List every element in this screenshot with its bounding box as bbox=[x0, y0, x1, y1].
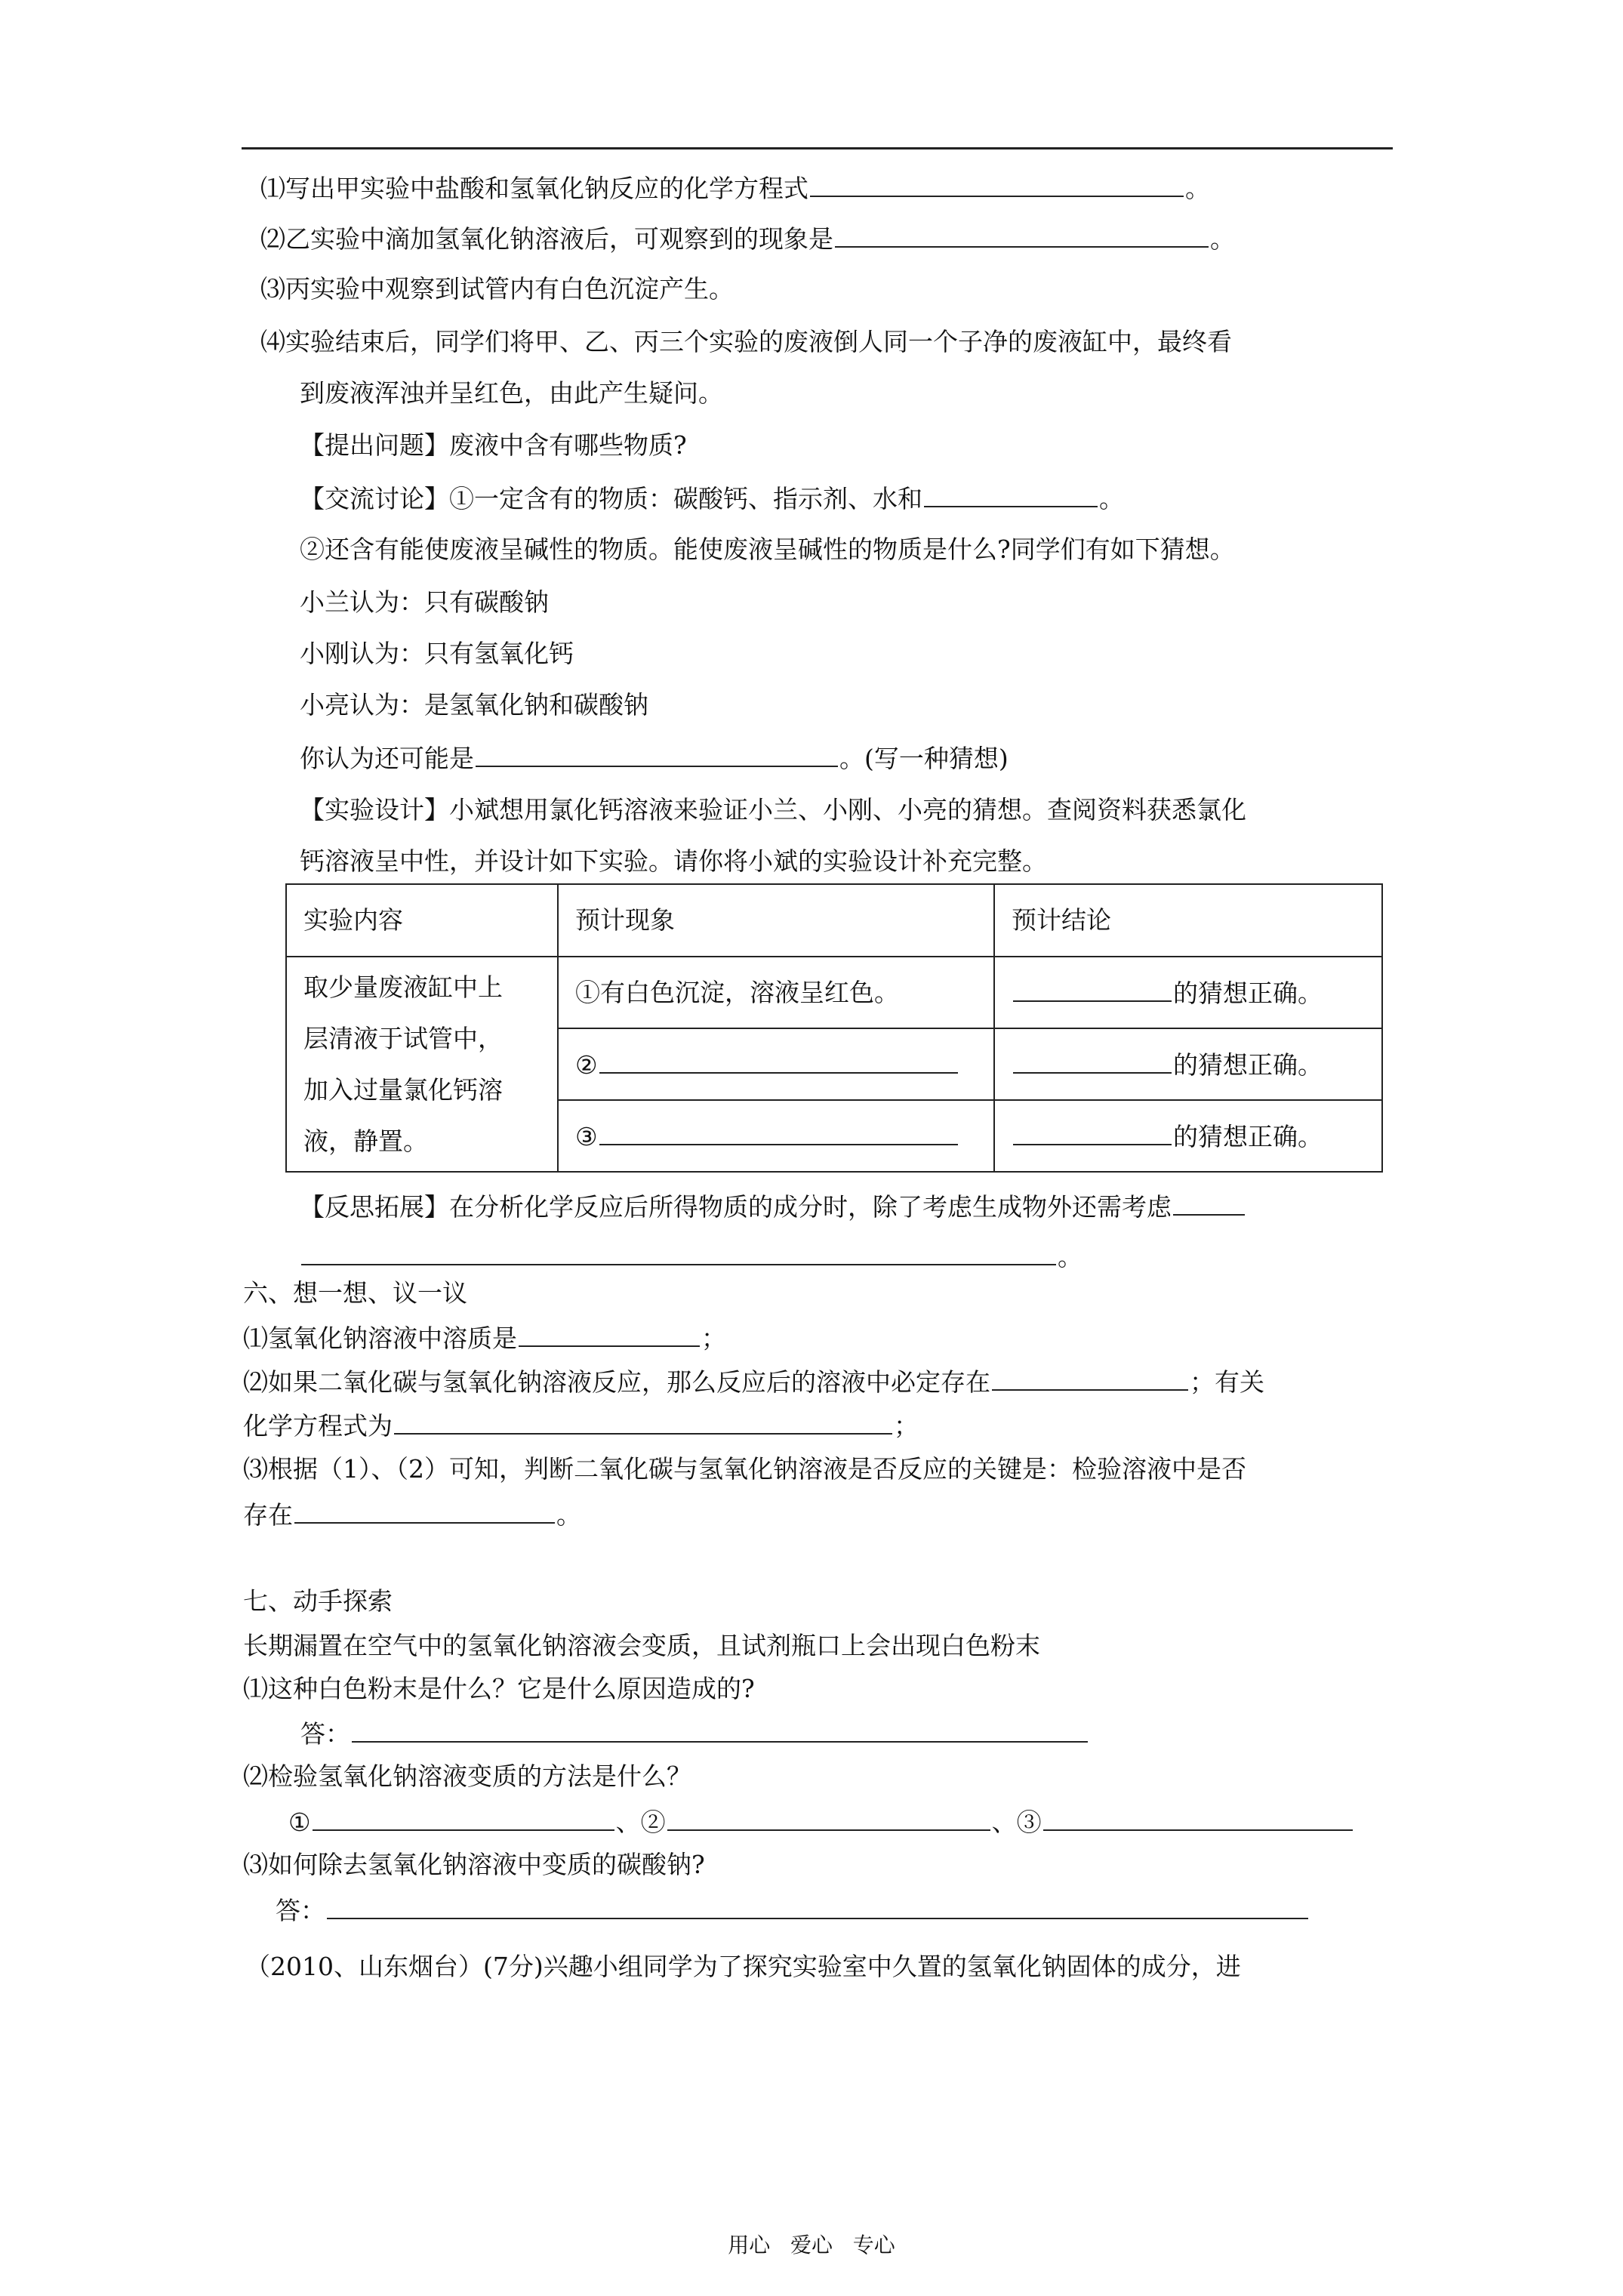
answer-blank[interactable] bbox=[294, 1496, 555, 1524]
s7-q2: ⑵检验氢氧化钠溶液变质的方法是什么？ bbox=[243, 1761, 691, 1791]
s7-q1-answer: 答： bbox=[300, 1715, 1089, 1752]
answer-blank[interactable] bbox=[992, 1364, 1188, 1391]
next-question: （2010、山东烟台）(7分)兴趣小组同学为了探究实验室中久置的氢氧化钠固体的成分，进 bbox=[245, 1952, 1241, 1981]
guess-yours: 你认为还可能是 。(写一种猜想) bbox=[300, 740, 1009, 776]
answer-blank[interactable] bbox=[1043, 1804, 1353, 1831]
design-line1: 【实验设计】小斌想用氯化钙溶液来验证小兰、小刚、小亮的猜想。查阅资料获悉氯化 bbox=[300, 795, 1246, 824]
answer-blank[interactable] bbox=[327, 1892, 1308, 1919]
answer-blank[interactable] bbox=[667, 1804, 990, 1831]
conclusion-cell: 的猜想正确。 bbox=[994, 957, 1382, 1028]
answer-blank[interactable] bbox=[924, 480, 1098, 507]
phenomenon-cell: ①有白色沉淀，溶液呈红色。 bbox=[558, 957, 994, 1028]
s7-q3: ⑶如何除去氢氧化钠溶液中变质的碳酸钠? bbox=[243, 1850, 705, 1879]
experiment-table bbox=[285, 883, 1383, 1173]
s6-q3-line1: ⑶根据（1）、（2）可知，判断二氧化碳与氢氧化钠溶液是否反应的关键是：检验溶液中是否 bbox=[243, 1454, 1246, 1484]
discussion-1: 【交流讨论】①一定含有的物质：碳酸钙、指示剂、水和 。 bbox=[300, 480, 1124, 516]
table-header: 实验内容 bbox=[286, 884, 558, 957]
phenomenon-cell: ③ bbox=[558, 1100, 994, 1172]
q5-part3: ⑶丙实验中观察到试管内有白色沉淀产生。 bbox=[260, 274, 734, 304]
answer-blank[interactable] bbox=[394, 1407, 892, 1435]
guess-xiaogang: 小刚认为：只有氢氧化钙 bbox=[300, 639, 574, 668]
guess-xiaoliang: 小亮认为：是氢氧化钠和碳酸钠 bbox=[300, 690, 648, 720]
s6-q1: ⑴氢氧化钠溶液中溶质是 ； bbox=[243, 1320, 726, 1356]
phenomenon-cell: ② bbox=[558, 1028, 994, 1100]
answer-blank[interactable] bbox=[1013, 1046, 1172, 1074]
s7-q2-methods: ① 、② 、③ bbox=[288, 1804, 1354, 1840]
answer-blank[interactable] bbox=[352, 1715, 1088, 1743]
answer-blank[interactable] bbox=[301, 1238, 1056, 1265]
s6-q3-line2: 存在 。 bbox=[243, 1496, 581, 1533]
answer-blank[interactable] bbox=[599, 1118, 958, 1145]
guess-xiaolan: 小兰认为：只有碳酸钠 bbox=[300, 587, 549, 617]
raise-question: 【提出问题】废液中含有哪些物质? bbox=[300, 430, 687, 460]
answer-blank[interactable] bbox=[1173, 1188, 1245, 1216]
q5-part2: ⑵乙实验中滴加氢氧化钠溶液后，可观察到的现象是 。 bbox=[260, 220, 1235, 257]
answer-blank[interactable] bbox=[835, 220, 1209, 248]
answer-blank[interactable] bbox=[810, 170, 1184, 197]
s6-q2-line2: 化学方程式为 ； bbox=[243, 1407, 919, 1444]
table-header-row bbox=[286, 884, 1382, 957]
reflection-continued: 。 bbox=[300, 1238, 1083, 1274]
answer-blank[interactable] bbox=[476, 740, 838, 767]
conclusion-cell: 的猜想正确。 bbox=[994, 1028, 1382, 1100]
table-row bbox=[286, 957, 1382, 1028]
s7-intro: 长期漏置在空气中的氢氧化钠溶液会变质，且试剂瓶口上会出现白色粉末 bbox=[243, 1631, 1040, 1660]
section-7-title: 七、动手探索 bbox=[243, 1586, 393, 1616]
answer-blank[interactable] bbox=[519, 1320, 700, 1347]
answer-blank[interactable] bbox=[599, 1046, 958, 1074]
answer-blank[interactable] bbox=[313, 1804, 614, 1831]
answer-blank[interactable] bbox=[1013, 975, 1172, 1002]
table-header: 预计现象 bbox=[558, 884, 994, 957]
answer-blank[interactable] bbox=[1013, 1118, 1172, 1145]
experiment-content-cell: 取少量废液缸中上 层清液于试管中， 加入过量氯化钙溶 液，静置。 bbox=[286, 957, 558, 1172]
header-rule bbox=[242, 147, 1393, 149]
s7-q3-answer: 答： bbox=[276, 1892, 1310, 1928]
q5-part1: ⑴写出甲实验中盐酸和氢氧化钠反应的化学方程式 。 bbox=[260, 170, 1210, 206]
q5-part4-line1: ⑷实验结束后，同学们将甲、乙、丙三个实验的废液倒人同一个子净的废液缸中，最终看 bbox=[260, 327, 1232, 356]
reflection: 【反思拓展】在分析化学反应后所得物质的成分时，除了考虑生成物外还需考虑 bbox=[300, 1188, 1246, 1225]
discussion-2: ②还含有能使废液呈碱性的物质。能使废液呈碱性的物质是什么?同学们有如下猜想。 bbox=[300, 535, 1235, 564]
design-line2: 钙溶液呈中性，并设计如下实验。请你将小斌的实验设计补充完整。 bbox=[300, 846, 1047, 876]
page-footer: 用心 爱心 专心 bbox=[728, 2233, 895, 2257]
q5-part4-line2: 到废液浑浊并呈红色，由此产生疑问。 bbox=[300, 378, 723, 408]
table-header: 预计结论 bbox=[994, 884, 1382, 957]
section-6-title: 六、想一想、议一议 bbox=[243, 1278, 467, 1308]
conclusion-cell: 的猜想正确。 bbox=[994, 1100, 1382, 1172]
s7-q1: ⑴这种白色粉末是什么？它是什么原因造成的? bbox=[243, 1674, 755, 1703]
s6-q2-line1: ⑵如果二氧化碳与氢氧化钠溶液反应，那么反应后的溶液中必定存在 ；有关 bbox=[243, 1364, 1264, 1400]
